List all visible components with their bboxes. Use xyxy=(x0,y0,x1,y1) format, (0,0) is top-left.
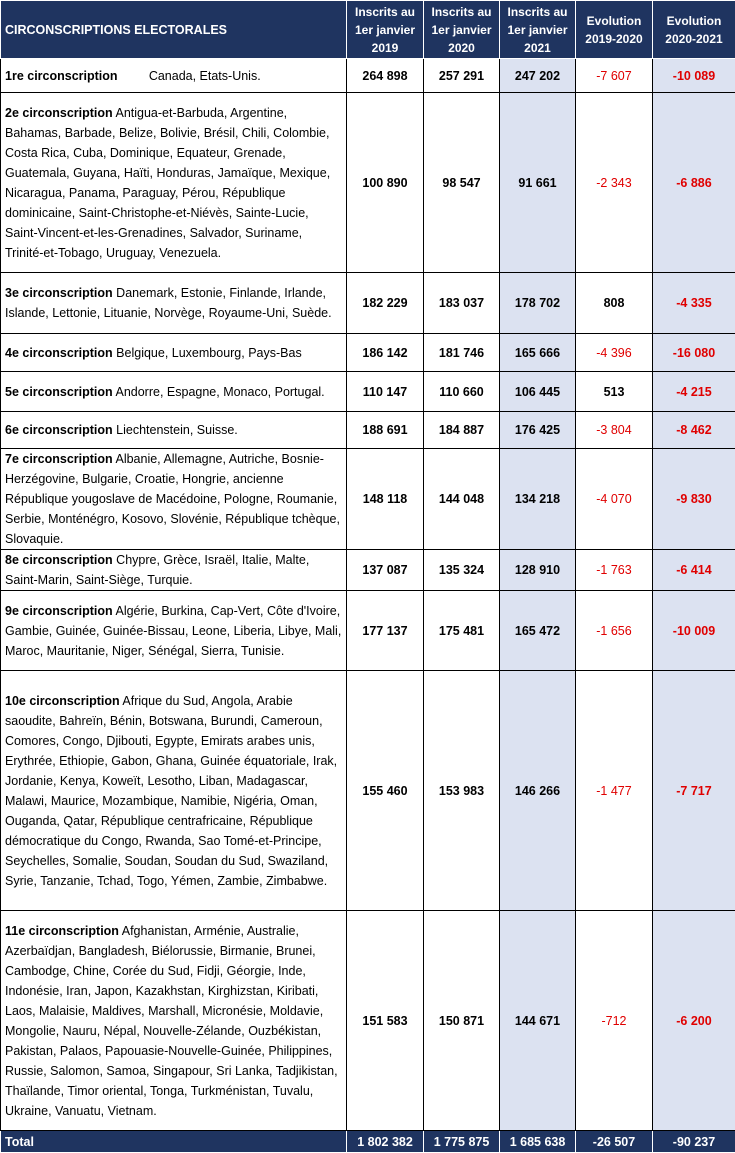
inscrits-2021: 165 472 xyxy=(500,591,576,671)
inscrits-2019: 177 137 xyxy=(347,591,424,671)
circonscription-cell xyxy=(1,550,347,591)
countries-list: Canada, Etats-Unis. xyxy=(149,69,261,83)
evolution-2020-2021: -9 830 xyxy=(653,449,735,550)
inscrits-2021: 165 666 xyxy=(500,334,576,372)
inscrits-2021: 106 445 xyxy=(500,372,576,412)
inscrits-2019: 155 460 xyxy=(347,671,424,911)
inscrits-2020: 150 871 xyxy=(424,911,500,1131)
evolution-2019-2020: -1 763 xyxy=(576,550,653,591)
inscrits-2020: 98 547 xyxy=(424,93,500,273)
inscrits-2019: 151 583 xyxy=(347,911,424,1131)
total-2021: 1 685 638 xyxy=(500,1131,576,1153)
header-line: Evolution xyxy=(576,12,652,30)
evolution-2020-2021: -6 200 xyxy=(653,911,735,1131)
inscrits-2019: 110 147 xyxy=(347,372,424,412)
inscrits-2019: 264 898 xyxy=(347,59,424,93)
circonscription-name: 7e circonscription xyxy=(5,452,113,466)
table-row xyxy=(1,671,735,911)
header-line: 2020 xyxy=(424,39,499,57)
inscrits-2020: 181 746 xyxy=(424,334,500,372)
inscrits-2021: 91 661 xyxy=(500,93,576,273)
header-line: 1er janvier xyxy=(500,21,575,39)
evolution-2019-2020: -3 804 xyxy=(576,412,653,449)
table-row xyxy=(1,93,735,273)
inscrits-2021: 146 266 xyxy=(500,671,576,911)
inscrits-2019: 148 118 xyxy=(347,449,424,550)
table-row xyxy=(1,372,735,412)
evolution-2019-2020: -7 607 xyxy=(576,59,653,93)
inscrits-2020: 175 481 xyxy=(424,591,500,671)
table-row xyxy=(1,449,735,550)
countries-list: Antigua-et-Barbuda, Argentine, Bahamas, Barbade, Belize, Bolivie, Brésil, Chili, Colombie, Costa Rica, Cuba, Dominique, Equateur, Grenade, Guatemala, Guyana, Haïti, Honduras, Jamaïque, Mexique, Nicaragua, Panama, Paraguay, Pérou, République dominicaine, Saint-Christophe-et-Niévès, Sainte-Lucie, Saint-Vincent-et-les-Grenadines, Salvador, Suriname, Trinité-et-Tobago, Uruguay, Venezuela. xyxy=(5,106,330,260)
evolution-2019-2020: -4 396 xyxy=(576,334,653,372)
header-inscrits-2020 xyxy=(424,1,500,59)
inscrits-2019: 188 691 xyxy=(347,412,424,449)
table-row xyxy=(1,273,735,334)
countries-list: Albanie, Allemagne, Autriche, Bosnie-Herzégovine, Bulgarie, Croatie, Hongrie, ancienne République yougoslave de Macédoine, Pologne, Roumanie, Serbie, Monténégro, Kosovo, Slovénie, République tchèque, Slovaquie. xyxy=(5,452,340,546)
inscrits-2020: 153 983 xyxy=(424,671,500,911)
circonscription-cell xyxy=(1,911,347,1131)
header-line: 1er janvier xyxy=(347,21,423,39)
evolution-2020-2021: -4 215 xyxy=(653,372,735,412)
header-inscrits-2019 xyxy=(347,1,424,59)
circonscription-name: 9e circonscription xyxy=(5,604,113,618)
evolution-2020-2021: -16 080 xyxy=(653,334,735,372)
circonscription-name: 11e circonscription xyxy=(5,924,119,938)
header-line: 1er janvier xyxy=(424,21,499,39)
evolution-2019-2020: -712 xyxy=(576,911,653,1131)
countries-list: Algérie, Burkina, Cap-Vert, Côte d'Ivoire, Gambie, Guinée, Guinée-Bissau, Leone, Liberia, Libye, Mali, Maroc, Mauritanie, Niger, Sénégal, Sierra, Tunisie. xyxy=(5,604,341,658)
total-2020: 1 775 875 xyxy=(424,1131,500,1153)
evolution-2019-2020: 513 xyxy=(576,372,653,412)
inscrits-2021: 176 425 xyxy=(500,412,576,449)
inscrits-2019: 186 142 xyxy=(347,334,424,372)
inscrits-2019: 100 890 xyxy=(347,93,424,273)
circonscription-name: 4e circonscription xyxy=(5,346,113,360)
circonscription-name: 10e circonscription xyxy=(5,694,120,708)
evolution-2020-2021: -4 335 xyxy=(653,273,735,334)
evolution-2019-2020: -1 477 xyxy=(576,671,653,911)
circonscription-cell xyxy=(1,671,347,911)
circonscription-name: 6e circonscription xyxy=(5,423,113,437)
circonscription-cell xyxy=(1,273,347,334)
inscrits-2020: 257 291 xyxy=(424,59,500,93)
evolution-2020-2021: -7 717 xyxy=(653,671,735,911)
countries-list: Liechtenstein, Suisse. xyxy=(116,423,238,437)
table-row xyxy=(1,59,735,93)
evolution-2020-2021: -6 886 xyxy=(653,93,735,273)
inscrits-2021: 134 218 xyxy=(500,449,576,550)
circonscription-cell xyxy=(1,449,347,550)
countries-list: Afghanistan, Arménie, Australie, Azerbaïdjan, Bangladesh, Biélorussie, Birmanie, Brunei, Cambodge, Chine, Corée du Sud, Fidji, Géorgie, Inde, Indonésie, Iran, Japon, Kazakhstan, Kirghizstan, Kiribati, Laos, Malaisie, Maldives, Marshall, Micronésie, Moldavie, Mongolie, Nauru, Népal, Nouvelle-Zélande, Ouzbékistan, Pakistan, Palaos, Papouasie-Nouvelle-Guinée, Philippines, Russie, Salomon, Samoa, Singapour, Sri Lanka, Tadjikistan, Thaïlande, Timor oriental, Tonga, Turkménistan, Tuvalu, Ukraine, Vanuatu, Vietnam. xyxy=(5,924,338,1118)
inscrits-2019: 182 229 xyxy=(347,273,424,334)
inscrits-2020: 135 324 xyxy=(424,550,500,591)
total-label: Total xyxy=(1,1131,347,1153)
circonscription-cell xyxy=(1,59,347,93)
header-line: Inscrits au xyxy=(424,3,499,21)
evolution-2020-2021: -8 462 xyxy=(653,412,735,449)
total-2019: 1 802 382 xyxy=(347,1131,424,1153)
inscrits-2021: 144 671 xyxy=(500,911,576,1131)
evolution-2020-2021: -6 414 xyxy=(653,550,735,591)
evolution-2019-2020: -2 343 xyxy=(576,93,653,273)
countries-list: Chypre, Grèce, Israël, Italie, Malte, Saint-Marin, Saint-Siège, Turquie. xyxy=(5,553,309,587)
inscrits-2021: 128 910 xyxy=(500,550,576,591)
inscrits-2020: 144 048 xyxy=(424,449,500,550)
inscrits-2020: 184 887 xyxy=(424,412,500,449)
total-evolution-2020-2021: -90 237 xyxy=(653,1131,735,1153)
circonscription-cell xyxy=(1,591,347,671)
table-header xyxy=(1,1,735,59)
table-row xyxy=(1,591,735,671)
table-row xyxy=(1,412,735,449)
circonscription-name: 8e circonscription xyxy=(5,553,113,567)
header-line: Evolution xyxy=(653,12,735,30)
table-body xyxy=(1,59,735,1131)
circonscription-cell xyxy=(1,412,347,449)
inscrits-2021: 178 702 xyxy=(500,273,576,334)
header-line: 2019 xyxy=(347,39,423,57)
table-row xyxy=(1,550,735,591)
evolution-2020-2021: -10 089 xyxy=(653,59,735,93)
table-row xyxy=(1,334,735,372)
countries-list: Andorre, Espagne, Monaco, Portugal. xyxy=(115,385,324,399)
header-line: 2019-2020 xyxy=(576,30,652,48)
table-row xyxy=(1,911,735,1131)
header-line: 2021 xyxy=(500,39,575,57)
circonscription-cell xyxy=(1,334,347,372)
total-evolution-2019-2020: -26 507 xyxy=(576,1131,653,1153)
circonscription-name: 1re circonscription xyxy=(5,69,118,83)
circonscription-name: 5e circonscription xyxy=(5,385,113,399)
inscrits-2020: 110 660 xyxy=(424,372,500,412)
inscrits-2019: 137 087 xyxy=(347,550,424,591)
header-circonscriptions: CIRCONSCRIPTIONS ELECTORALES xyxy=(1,1,347,59)
circonscription-name: 3e circonscription xyxy=(5,286,113,300)
inscrits-2020: 183 037 xyxy=(424,273,500,334)
header-evolution-2019-2020 xyxy=(576,1,653,59)
header-line: Inscrits au xyxy=(347,3,423,21)
circonscription-cell xyxy=(1,372,347,412)
header-line: Inscrits au xyxy=(500,3,575,21)
countries-list: Afrique du Sud, Angola, Arabie saoudite, Bahreïn, Bénin, Botswana, Burundi, Cameroun, Comores, Congo, Djibouti, Egypte, Emirats arabes unis, Erythrée, Ethiopie, Gabon, Ghana, Guinée équatoriale, Irak, Jordanie, Kenya, Koweït, Lesotho, Liban, Madagascar, Malawi, Maurice, Mozambique, Namibie, Nigéria, Oman, Ouganda, Qatar, République centrafricaine, République démocratique du Congo, Rwanda, Sao Tomé-et-Principe, Seychelles, Somalie, Soudan, Soudan du Sud, Swaziland, Syrie, Tanzanie, Tchad, Togo, Yémen, Zambie, Zimbabwe. xyxy=(5,694,337,888)
circonscription-cell xyxy=(1,93,347,273)
header-line: 2020-2021 xyxy=(653,30,735,48)
header-inscrits-2021 xyxy=(500,1,576,59)
evolution-2019-2020: 808 xyxy=(576,273,653,334)
total-row xyxy=(1,1131,735,1153)
evolution-2019-2020: -4 070 xyxy=(576,449,653,550)
circonscription-name: 2e circonscription xyxy=(5,106,113,120)
evolution-2020-2021: -10 009 xyxy=(653,591,735,671)
evolution-2019-2020: -1 656 xyxy=(576,591,653,671)
countries-list: Belgique, Luxembourg, Pays-Bas xyxy=(116,346,302,360)
countries-list: Danemark, Estonie, Finlande, Irlande, Islande, Lettonie, Lituanie, Norvège, Royaume-Uni, Suède. xyxy=(5,286,332,320)
header-evolution-2020-2021 xyxy=(653,1,735,59)
inscrits-2021: 247 202 xyxy=(500,59,576,93)
